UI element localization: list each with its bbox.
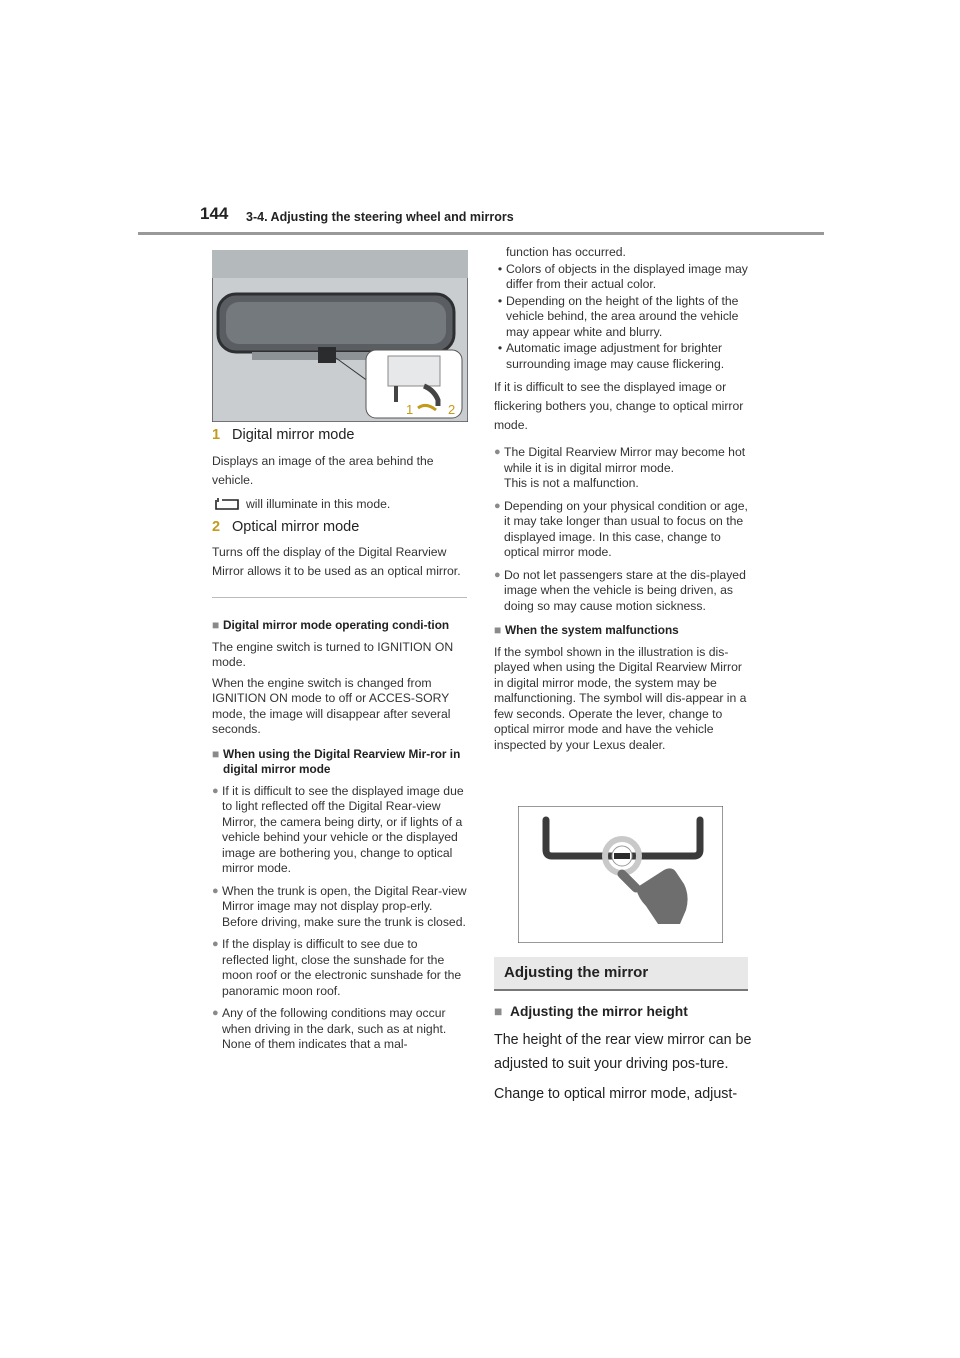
list-item-text: If it is difficult to see the displayed image due to light reflected off the Digital Rear-view Mirror, the camera being dirty, or if lights of a vehicle behind your vehicle or the displayed image are bothering you, change to optical mirror mode. [222,783,464,875]
square-marker-icon: ■ [212,746,220,761]
dash-marker: • [497,261,503,276]
dash-item-text: Automatic image adjustment for brighter surrounding image may cause flickering. [506,341,725,371]
adjust-paragraph-2: Change to optical mirror mode, adjust- [494,1086,738,1102]
list-item [212,937,467,999]
list-item-text: Depending on your physical condition or age, it may take longer than usual to focus on the displayed image. In this case, change to optical mirror mode. [504,498,748,559]
adjust-paragraph-1: The height of the rear view mirror can be adjusted to suit your driving pos-ture. [494,1032,752,1072]
square-marker-icon: ■ [212,618,220,632]
list-item [494,499,752,561]
step-number-2: 2 [212,518,221,535]
dash-item-text: Colors of objects in the displayed image may differ from their actual color. [506,261,748,291]
list-item-text: When the trunk is open, the Digital Rear-view Mirror image may not display prop-erly. Before driving, make sure the trunk is closed. [222,883,467,929]
bullet-icon: ● [212,1007,219,1019]
indicator-text: will illuminate in this mode. [246,496,391,511]
section-heading-box [494,957,748,991]
dash-marker: • [497,341,503,355]
bullet-icon: ● [494,568,501,581]
subheading-text: When using the Digital Rearview Mir-ror in digital mirror mode [223,746,461,776]
adjust-section [494,1000,754,1106]
list-item-text: If the display is difficult to see due to reflected light, close the sunshade for the moon roof or the electronic sunshade for the panoramic moon roof. [222,937,462,998]
dash-marker: • [497,293,503,308]
subheading-text: Digital mirror mode operating condi-tion [223,618,450,632]
list-item-text: Any of the following conditions may occur when driving in the dark, such as at night. None of them indicates that a mal- [222,1006,447,1051]
digital-mode-indicator-icon [212,496,242,512]
dash-item [494,341,752,372]
bullet-icon: ● [494,446,501,458]
square-marker-icon: ■ [494,1004,503,1019]
malfunction-paragraph: If the symbol shown in the illustration is dis-played when using the Digital Rearview Mirror in digital mirror mode, the system may be malfunctioning. The symbol will dis-appear in a few seconds. Operate the lever, change to optical mirror mode and have the vehicle inspected by your Lexus dealer. [494,644,747,752]
list-item [494,445,752,492]
left-column [212,428,467,1060]
condition-paragraph-1: The engine switch is turned to IGNITION ON mode. [212,639,454,669]
section-heading: Adjusting the mirror [504,964,649,981]
step-number-1: 1 [212,427,221,443]
step-title-2: Optical mirror mode [232,518,360,535]
step-title-1: Digital mirror mode [232,427,355,443]
header-rule [138,232,824,235]
page-number: 144 [200,204,229,223]
section-header: 3-4. Adjusting the steering wheel and mirrors [246,210,514,224]
square-marker-icon: ■ [494,623,502,637]
subheading-text: Adjusting the mirror height [510,1004,688,1019]
dash-item [494,262,752,293]
malfunction-symbol-illustration [518,806,723,943]
bullet-icon: ● [212,938,219,950]
step-desc-2: Turns off the display of the Digital Rearview Mirror allows it to be used as an optical mirror. [212,545,461,578]
bullet-icon: ● [212,784,219,797]
flicker-paragraph: If it is difficult to see the displayed image or flickering bothers you, change to optical mirror mode. [494,380,744,432]
mirror-lever-illustration [212,250,468,422]
illustration-label-1: 1 [406,402,414,417]
list-item [212,884,467,931]
list-item-text: Do not let passengers stare at the dis-played image when the vehicle is being driven, as doing so may cause motion sickness. [504,567,746,613]
bullet-icon: ● [212,884,219,897]
step-digital-mode [212,428,467,444]
list-item-text [504,445,752,492]
step-optical-mode [212,520,467,536]
dash-item [494,294,752,341]
continued-text: function has occurred. [506,245,626,259]
subheading-adjust-height [494,1000,754,1024]
list-item [212,1006,467,1053]
list-item-line: The Digital Rearview Mirror may become hot while it is in digital mirror mode. [504,445,746,475]
subheading-using-digital [212,747,467,778]
divider [212,597,467,598]
subheading-malfunction [494,623,752,639]
condition-paragraph-2: When the engine switch is changed from IGNITION ON mode to off or ACCES-SORY mode, the image will disappear after several seconds. [212,675,451,736]
list-item [212,784,467,877]
dash-item-text: Depending on the height of the lights of the vehicle behind, the area around the vehicle may appear white and blurry. [506,293,739,339]
subheading-text: When the system malfunctions [505,623,679,637]
bullet-icon: ● [494,499,501,512]
subheading-operating-condition [212,618,467,634]
right-column [494,245,752,758]
illustration-label-2: 2 [448,402,456,417]
step-desc-1: Displays an image of the area behind the vehicle. [212,453,434,487]
indicator-note [212,495,467,514]
list-item-line: This is not a malfunction. [504,476,639,490]
list-item [494,568,752,615]
